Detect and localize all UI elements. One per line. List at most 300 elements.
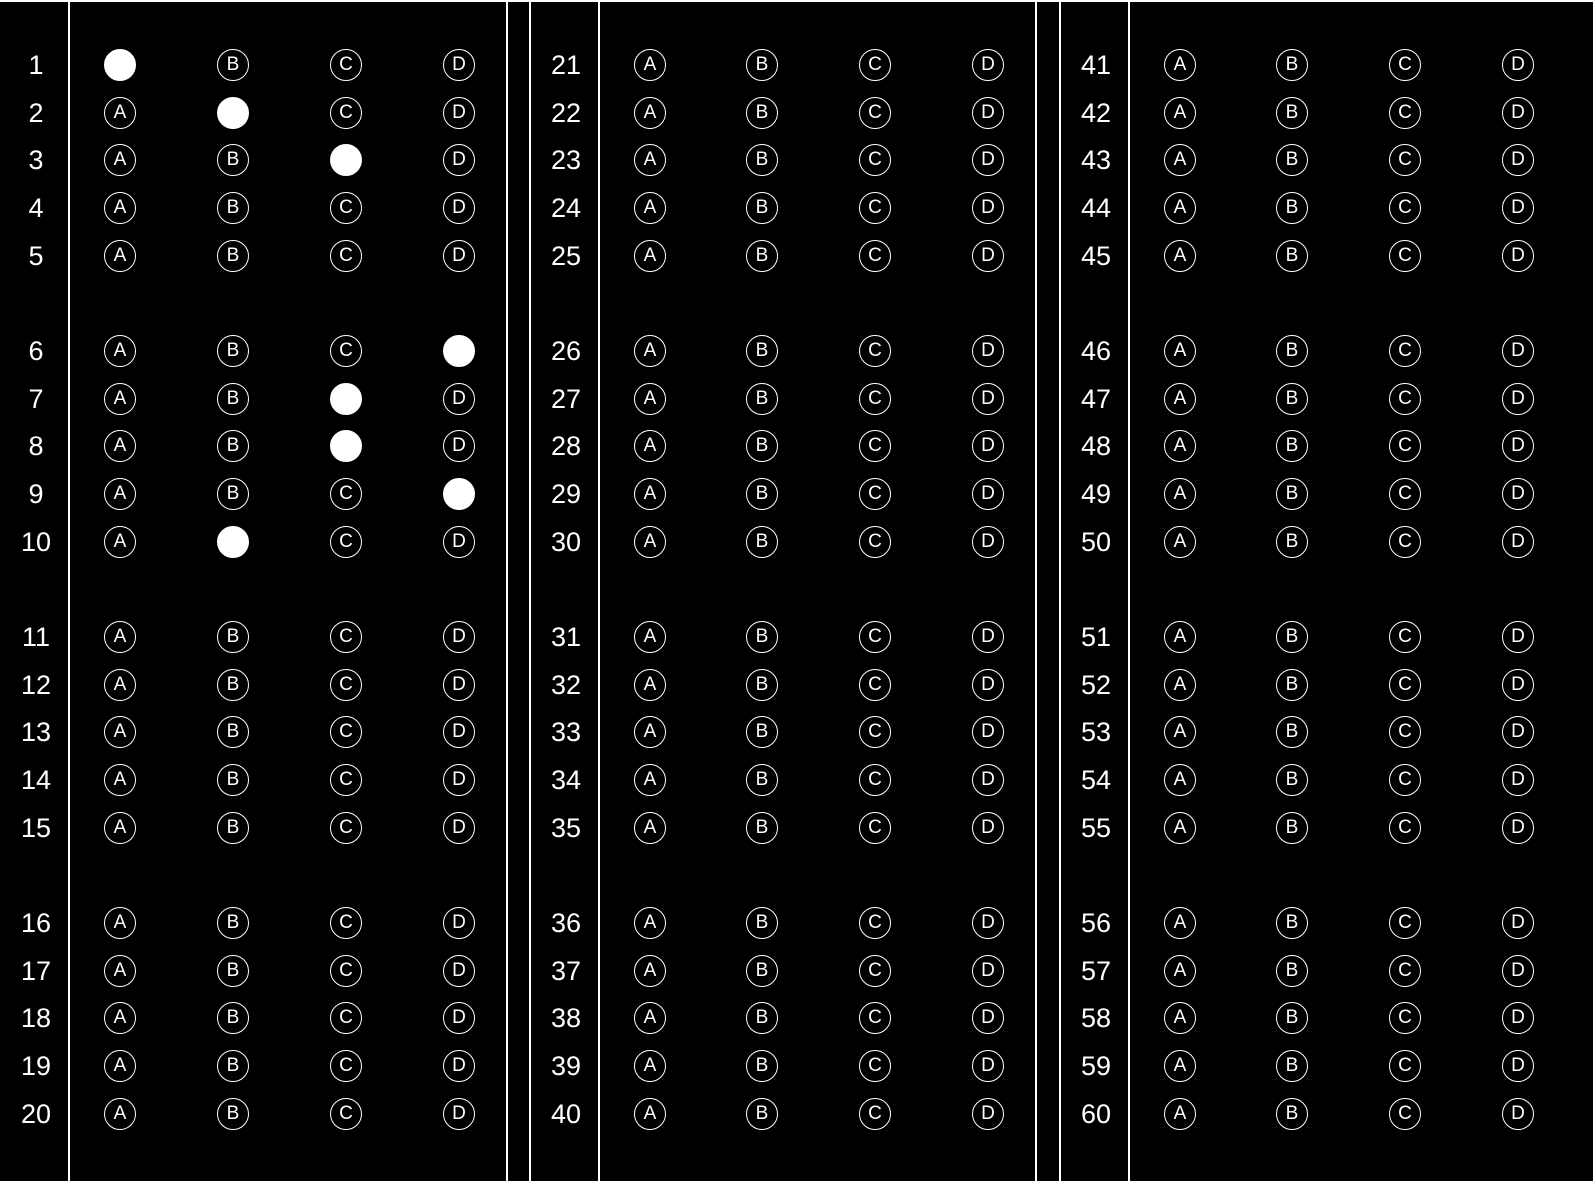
answer-bubble-30-d[interactable] [972, 526, 1004, 558]
answer-bubble-37-c[interactable] [859, 955, 891, 987]
question-number: 44 [1080, 193, 1112, 223]
answer-bubble-54-b[interactable] [1276, 764, 1308, 796]
answer-bubble-33-a[interactable] [634, 716, 666, 748]
bubble-letter: C [868, 960, 882, 981]
answer-bubble-32-a[interactable] [634, 669, 666, 701]
answer-bubble-51-b[interactable] [1276, 621, 1308, 653]
bubble-letter: A [113, 531, 127, 552]
answer-bubble-10-b[interactable] [217, 526, 249, 558]
answer-bubble-12-d[interactable] [443, 669, 475, 701]
answer-bubble-20-d[interactable] [443, 1098, 475, 1130]
answer-bubble-30-a[interactable] [634, 526, 666, 558]
question-number: 52 [1080, 670, 1112, 700]
answer-bubble-23-c[interactable] [859, 144, 891, 176]
answer-bubble-40-b[interactable] [746, 1098, 778, 1130]
answer-bubble-25-c[interactable] [859, 240, 891, 272]
answer-bubble-60-b[interactable] [1276, 1098, 1308, 1130]
answer-bubble-50-d[interactable] [1502, 526, 1534, 558]
answer-bubble-39-d[interactable] [972, 1050, 1004, 1082]
answer-bubble-54-c[interactable] [1389, 764, 1421, 796]
answer-bubble-13-a[interactable] [104, 716, 136, 748]
answer-bubble-31-c[interactable] [859, 621, 891, 653]
answer-bubble-33-c[interactable] [859, 716, 891, 748]
answer-bubble-54-a[interactable] [1164, 764, 1196, 796]
answer-bubble-16-b[interactable] [217, 907, 249, 939]
answer-bubble-27-c[interactable] [859, 383, 891, 415]
answer-bubble-16-d[interactable] [443, 907, 475, 939]
answer-bubble-43-d[interactable] [1502, 144, 1534, 176]
answer-bubble-3-c[interactable] [330, 144, 362, 176]
answer-bubble-22-c[interactable] [859, 97, 891, 129]
answer-bubble-42-d[interactable] [1502, 97, 1534, 129]
answer-bubble-8-d[interactable] [443, 430, 475, 462]
answer-bubble-7-d[interactable] [443, 383, 475, 415]
answer-bubble-38-d[interactable] [972, 1002, 1004, 1034]
answer-bubble-20-c[interactable] [330, 1098, 362, 1130]
question-number: 53 [1080, 717, 1112, 747]
bubble-letter: C [339, 1103, 353, 1124]
answer-bubble-4-b[interactable] [217, 192, 249, 224]
answer-bubble-9-a[interactable] [104, 478, 136, 510]
bubble-letter: C [868, 197, 882, 218]
answer-bubble-51-a[interactable] [1164, 621, 1196, 653]
answer-bubble-25-b[interactable] [746, 240, 778, 272]
answer-bubble-34-c[interactable] [859, 764, 891, 796]
answer-bubble-45-d[interactable] [1502, 240, 1534, 272]
answer-bubble-43-b[interactable] [1276, 144, 1308, 176]
answer-bubble-48-c[interactable] [1389, 430, 1421, 462]
answer-bubble-7-c[interactable] [330, 383, 362, 415]
bubble-letter: C [1398, 388, 1412, 409]
answer-bubble-22-b[interactable] [746, 97, 778, 129]
answer-bubble-37-d[interactable] [972, 955, 1004, 987]
answer-bubble-44-a[interactable] [1164, 192, 1196, 224]
bubble-letter: C [868, 388, 882, 409]
answer-bubble-35-c[interactable] [859, 812, 891, 844]
bubble-letter: A [1173, 483, 1187, 504]
answer-bubble-11-b[interactable] [217, 621, 249, 653]
answer-bubble-60-c[interactable] [1389, 1098, 1421, 1130]
answer-bubble-8-a[interactable] [104, 430, 136, 462]
answer-bubble-17-b[interactable] [217, 955, 249, 987]
answer-bubble-19-d[interactable] [443, 1050, 475, 1082]
bubble-letter: A [113, 435, 127, 456]
answer-bubble-48-b[interactable] [1276, 430, 1308, 462]
answer-bubble-42-a[interactable] [1164, 97, 1196, 129]
question-number: 56 [1080, 908, 1112, 938]
answer-bubble-41-b[interactable] [1276, 49, 1308, 81]
answer-bubble-17-d[interactable] [443, 955, 475, 987]
answer-bubble-1-c[interactable] [330, 49, 362, 81]
bubble-letter: B [1285, 1055, 1299, 1076]
answer-bubble-12-b[interactable] [217, 669, 249, 701]
answer-bubble-3-d[interactable] [443, 144, 475, 176]
answer-bubble-21-d[interactable] [972, 49, 1004, 81]
answer-bubble-27-d[interactable] [972, 383, 1004, 415]
answer-bubble-5-b[interactable] [217, 240, 249, 272]
answer-bubble-33-d[interactable] [972, 716, 1004, 748]
bubble-letter: A [113, 388, 127, 409]
answer-bubble-39-a[interactable] [634, 1050, 666, 1082]
question-number: 45 [1080, 241, 1112, 271]
answer-bubble-49-a[interactable] [1164, 478, 1196, 510]
answer-bubble-43-a[interactable] [1164, 144, 1196, 176]
answer-bubble-32-d[interactable] [972, 669, 1004, 701]
answer-bubble-23-d[interactable] [972, 144, 1004, 176]
answer-bubble-50-c[interactable] [1389, 526, 1421, 558]
answer-bubble-55-b[interactable] [1276, 812, 1308, 844]
answer-bubble-41-d[interactable] [1502, 49, 1534, 81]
answer-bubble-47-c[interactable] [1389, 383, 1421, 415]
answer-bubble-41-a[interactable] [1164, 49, 1196, 81]
answer-bubble-32-b[interactable] [746, 669, 778, 701]
bubble-letter: A [1173, 674, 1187, 695]
answer-bubble-45-b[interactable] [1276, 240, 1308, 272]
answer-bubble-14-d[interactable] [443, 764, 475, 796]
answer-bubble-4-a[interactable] [104, 192, 136, 224]
answer-bubble-57-c[interactable] [1389, 955, 1421, 987]
bubble-letter: D [452, 54, 466, 75]
answer-bubble-10-d[interactable] [443, 526, 475, 558]
answer-bubble-6-a[interactable] [104, 335, 136, 367]
answer-bubble-48-a[interactable] [1164, 430, 1196, 462]
answer-bubble-29-d[interactable] [972, 478, 1004, 510]
bubble-letter: A [643, 435, 657, 456]
answer-bubble-51-c[interactable] [1389, 621, 1421, 653]
question-number: 19 [20, 1051, 52, 1081]
bubble-letter: B [1285, 960, 1299, 981]
answer-bubble-59-a[interactable] [1164, 1050, 1196, 1082]
answer-bubble-57-b[interactable] [1276, 955, 1308, 987]
answer-bubble-58-a[interactable] [1164, 1002, 1196, 1034]
bubble-letter: D [981, 674, 995, 695]
answer-bubble-26-d[interactable] [972, 335, 1004, 367]
bubble-letter: A [643, 1103, 657, 1124]
answer-bubble-52-c[interactable] [1389, 669, 1421, 701]
answer-bubble-35-d[interactable] [972, 812, 1004, 844]
bubble-letter: B [226, 388, 240, 409]
answer-bubble-58-c[interactable] [1389, 1002, 1421, 1034]
answer-bubble-15-b[interactable] [217, 812, 249, 844]
answer-bubble-42-c[interactable] [1389, 97, 1421, 129]
answer-bubble-29-c[interactable] [859, 478, 891, 510]
answer-bubble-21-b[interactable] [746, 49, 778, 81]
answer-bubble-39-b[interactable] [746, 1050, 778, 1082]
answer-bubble-45-c[interactable] [1389, 240, 1421, 272]
answer-bubble-43-c[interactable] [1389, 144, 1421, 176]
bubble-letter: B [226, 769, 240, 790]
answer-bubble-1-a[interactable] [104, 49, 136, 81]
bubble-letter: B [1285, 1007, 1299, 1028]
bubble-letter: D [1511, 1007, 1525, 1028]
answer-bubble-6-b[interactable] [217, 335, 249, 367]
bubble-letter: D [1511, 769, 1525, 790]
bubble-letter: D [452, 817, 466, 838]
answer-bubble-60-d[interactable] [1502, 1098, 1534, 1130]
answer-bubble-1-b[interactable] [217, 49, 249, 81]
answer-bubble-22-d[interactable] [972, 97, 1004, 129]
answer-bubble-5-d[interactable] [443, 240, 475, 272]
answer-bubble-56-b[interactable] [1276, 907, 1308, 939]
bubble-letter: B [755, 54, 769, 75]
answer-bubble-21-c[interactable] [859, 49, 891, 81]
answer-bubble-56-d[interactable] [1502, 907, 1534, 939]
answer-bubble-54-d[interactable] [1502, 764, 1534, 796]
answer-bubble-18-c[interactable] [330, 1002, 362, 1034]
answer-bubble-59-c[interactable] [1389, 1050, 1421, 1082]
answer-bubble-34-a[interactable] [634, 764, 666, 796]
answer-bubble-46-b[interactable] [1276, 335, 1308, 367]
answer-bubble-8-b[interactable] [217, 430, 249, 462]
bubble-letter: A [643, 54, 657, 75]
bubble-letter: C [1398, 149, 1412, 170]
answer-bubble-35-b[interactable] [746, 812, 778, 844]
bubble-letter: D [452, 769, 466, 790]
answer-bubble-28-d[interactable] [972, 430, 1004, 462]
answer-bubble-25-a[interactable] [634, 240, 666, 272]
answer-bubble-37-a[interactable] [634, 955, 666, 987]
bubble-letter: A [643, 197, 657, 218]
answer-bubble-13-d[interactable] [443, 716, 475, 748]
answer-bubble-50-a[interactable] [1164, 526, 1196, 558]
answer-bubble-48-d[interactable] [1502, 430, 1534, 462]
bubble-letter: B [226, 912, 240, 933]
bubble-letter: D [452, 435, 466, 456]
bubble-letter: C [1398, 912, 1412, 933]
answer-bubble-34-d[interactable] [972, 764, 1004, 796]
answer-bubble-25-d[interactable] [972, 240, 1004, 272]
answer-bubble-14-c[interactable] [330, 764, 362, 796]
answer-bubble-39-c[interactable] [859, 1050, 891, 1082]
answer-bubble-22-a[interactable] [634, 97, 666, 129]
bubble-letter: D [1511, 721, 1525, 742]
answer-bubble-12-a[interactable] [104, 669, 136, 701]
answer-bubble-55-d[interactable] [1502, 812, 1534, 844]
answer-bubble-47-b[interactable] [1276, 383, 1308, 415]
answer-bubble-19-a[interactable] [104, 1050, 136, 1082]
answer-bubble-4-d[interactable] [443, 192, 475, 224]
answer-bubble-52-d[interactable] [1502, 669, 1534, 701]
answer-bubble-59-b[interactable] [1276, 1050, 1308, 1082]
answer-bubble-57-d[interactable] [1502, 955, 1534, 987]
answer-bubble-26-b[interactable] [746, 335, 778, 367]
answer-bubble-20-a[interactable] [104, 1098, 136, 1130]
answer-bubble-46-d[interactable] [1502, 335, 1534, 367]
answer-bubble-14-b[interactable] [217, 764, 249, 796]
answer-bubble-17-a[interactable] [104, 955, 136, 987]
bubble-letter: D [452, 626, 466, 647]
answer-bubble-26-c[interactable] [859, 335, 891, 367]
answer-bubble-6-c[interactable] [330, 335, 362, 367]
answer-bubble-56-a[interactable] [1164, 907, 1196, 939]
answer-bubble-5-c[interactable] [330, 240, 362, 272]
answer-bubble-27-a[interactable] [634, 383, 666, 415]
answer-bubble-32-c[interactable] [859, 669, 891, 701]
bubble-letter: D [1511, 674, 1525, 695]
answer-bubble-59-d[interactable] [1502, 1050, 1534, 1082]
answer-bubble-27-b[interactable] [746, 383, 778, 415]
answer-bubble-17-c[interactable] [330, 955, 362, 987]
answer-bubble-23-a[interactable] [634, 144, 666, 176]
answer-bubble-15-d[interactable] [443, 812, 475, 844]
answer-bubble-14-a[interactable] [104, 764, 136, 796]
bubble-letter: B [755, 531, 769, 552]
answer-bubble-8-c[interactable] [330, 430, 362, 462]
answer-bubble-2-a[interactable] [104, 97, 136, 129]
answer-bubble-56-c[interactable] [1389, 907, 1421, 939]
answer-bubble-2-d[interactable] [443, 97, 475, 129]
answer-bubble-51-d[interactable] [1502, 621, 1534, 653]
answer-bubble-53-d[interactable] [1502, 716, 1534, 748]
answer-bubble-4-c[interactable] [330, 192, 362, 224]
answer-bubble-41-c[interactable] [1389, 49, 1421, 81]
answer-bubble-49-c[interactable] [1389, 478, 1421, 510]
answer-bubble-29-b[interactable] [746, 478, 778, 510]
answer-bubble-2-c[interactable] [330, 97, 362, 129]
answer-bubble-46-a[interactable] [1164, 335, 1196, 367]
answer-bubble-3-b[interactable] [217, 144, 249, 176]
answer-bubble-53-c[interactable] [1389, 716, 1421, 748]
answer-bubble-18-b[interactable] [217, 1002, 249, 1034]
bubble-letter: A [1173, 197, 1187, 218]
answer-bubble-11-a[interactable] [104, 621, 136, 653]
bubble-letter: B [226, 149, 240, 170]
answer-bubble-50-b[interactable] [1276, 526, 1308, 558]
answer-bubble-47-a[interactable] [1164, 383, 1196, 415]
question-number: 60 [1080, 1099, 1112, 1129]
answer-bubble-13-c[interactable] [330, 716, 362, 748]
answer-bubble-20-b[interactable] [217, 1098, 249, 1130]
bubble-letter: C [868, 340, 882, 361]
answer-bubble-30-c[interactable] [859, 526, 891, 558]
answer-bubble-44-b[interactable] [1276, 192, 1308, 224]
answer-bubble-11-c[interactable] [330, 621, 362, 653]
bubble-letter: B [755, 245, 769, 266]
answer-bubble-46-c[interactable] [1389, 335, 1421, 367]
answer-bubble-9-c[interactable] [330, 478, 362, 510]
answer-bubble-24-a[interactable] [634, 192, 666, 224]
bubble-letter: A [1173, 435, 1187, 456]
answer-bubble-15-a[interactable] [104, 812, 136, 844]
answer-bubble-58-d[interactable] [1502, 1002, 1534, 1034]
answer-bubble-9-b[interactable] [217, 478, 249, 510]
bubble-letter: D [981, 435, 995, 456]
bubble-letter: B [755, 626, 769, 647]
answer-bubble-60-a[interactable] [1164, 1098, 1196, 1130]
question-number: 9 [28, 479, 44, 509]
answer-bubble-44-c[interactable] [1389, 192, 1421, 224]
answer-bubble-38-a[interactable] [634, 1002, 666, 1034]
answer-bubble-2-b[interactable] [217, 97, 249, 129]
answer-bubble-37-b[interactable] [746, 955, 778, 987]
answer-bubble-28-c[interactable] [859, 430, 891, 462]
answer-bubble-49-d[interactable] [1502, 478, 1534, 510]
answer-bubble-34-b[interactable] [746, 764, 778, 796]
answer-bubble-36-d[interactable] [972, 907, 1004, 939]
answer-bubble-16-c[interactable] [330, 907, 362, 939]
answer-bubble-58-b[interactable] [1276, 1002, 1308, 1034]
question-number: 13 [20, 717, 52, 747]
answer-bubble-7-b[interactable] [217, 383, 249, 415]
answer-bubble-28-a[interactable] [634, 430, 666, 462]
bubble-letter: A [643, 388, 657, 409]
answer-bubble-52-b[interactable] [1276, 669, 1308, 701]
answer-bubble-24-d[interactable] [972, 192, 1004, 224]
answer-bubble-52-a[interactable] [1164, 669, 1196, 701]
answer-bubble-3-a[interactable] [104, 144, 136, 176]
answer-bubble-24-c[interactable] [859, 192, 891, 224]
answer-bubble-36-b[interactable] [746, 907, 778, 939]
answer-bubble-53-b[interactable] [1276, 716, 1308, 748]
bubble-letter: D [981, 149, 995, 170]
answer-bubble-38-c[interactable] [859, 1002, 891, 1034]
answer-bubble-26-a[interactable] [634, 335, 666, 367]
answer-bubble-16-a[interactable] [104, 907, 136, 939]
question-number: 42 [1080, 98, 1112, 128]
answer-bubble-23-b[interactable] [746, 144, 778, 176]
answer-bubble-30-b[interactable] [746, 526, 778, 558]
answer-bubble-11-d[interactable] [443, 621, 475, 653]
answer-bubble-40-a[interactable] [634, 1098, 666, 1130]
answer-bubble-40-c[interactable] [859, 1098, 891, 1130]
question-number: 38 [550, 1003, 582, 1033]
answer-bubble-5-a[interactable] [104, 240, 136, 272]
answer-bubble-38-b[interactable] [746, 1002, 778, 1034]
answer-bubble-19-c[interactable] [330, 1050, 362, 1082]
answer-bubble-10-c[interactable] [330, 526, 362, 558]
answer-bubble-12-c[interactable] [330, 669, 362, 701]
answer-bubble-33-b[interactable] [746, 716, 778, 748]
answer-bubble-18-d[interactable] [443, 1002, 475, 1034]
answer-bubble-29-a[interactable] [634, 478, 666, 510]
answer-bubble-6-d[interactable] [443, 335, 475, 367]
answer-bubble-36-c[interactable] [859, 907, 891, 939]
answer-bubble-24-b[interactable] [746, 192, 778, 224]
answer-bubble-57-a[interactable] [1164, 955, 1196, 987]
answer-bubble-19-b[interactable] [217, 1050, 249, 1082]
answer-bubble-44-d[interactable] [1502, 192, 1534, 224]
answer-bubble-35-a[interactable] [634, 812, 666, 844]
answer-bubble-49-b[interactable] [1276, 478, 1308, 510]
bubble-letter: C [339, 1007, 353, 1028]
answer-bubble-7-a[interactable] [104, 383, 136, 415]
answer-bubble-53-a[interactable] [1164, 716, 1196, 748]
answer-bubble-28-b[interactable] [746, 430, 778, 462]
bubble-letter: B [755, 817, 769, 838]
answer-bubble-15-c[interactable] [330, 812, 362, 844]
bubble-letter: D [981, 721, 995, 742]
bubble-letter: A [1173, 769, 1187, 790]
answer-bubble-13-b[interactable] [217, 716, 249, 748]
answer-bubble-31-b[interactable] [746, 621, 778, 653]
answer-bubble-9-d[interactable] [443, 478, 475, 510]
answer-bubble-31-a[interactable] [634, 621, 666, 653]
answer-bubble-21-a[interactable] [634, 49, 666, 81]
answer-bubble-1-d[interactable] [443, 49, 475, 81]
answer-bubble-40-d[interactable] [972, 1098, 1004, 1130]
answer-bubble-10-a[interactable] [104, 526, 136, 558]
answer-bubble-31-d[interactable] [972, 621, 1004, 653]
bubble-letter: A [113, 817, 127, 838]
answer-bubble-36-a[interactable] [634, 907, 666, 939]
answer-bubble-55-c[interactable] [1389, 812, 1421, 844]
answer-bubble-42-b[interactable] [1276, 97, 1308, 129]
bubble-letter: C [1398, 102, 1412, 123]
answer-bubble-47-d[interactable] [1502, 383, 1534, 415]
answer-bubble-45-a[interactable] [1164, 240, 1196, 272]
answer-bubble-18-a[interactable] [104, 1002, 136, 1034]
answer-bubble-55-a[interactable] [1164, 812, 1196, 844]
